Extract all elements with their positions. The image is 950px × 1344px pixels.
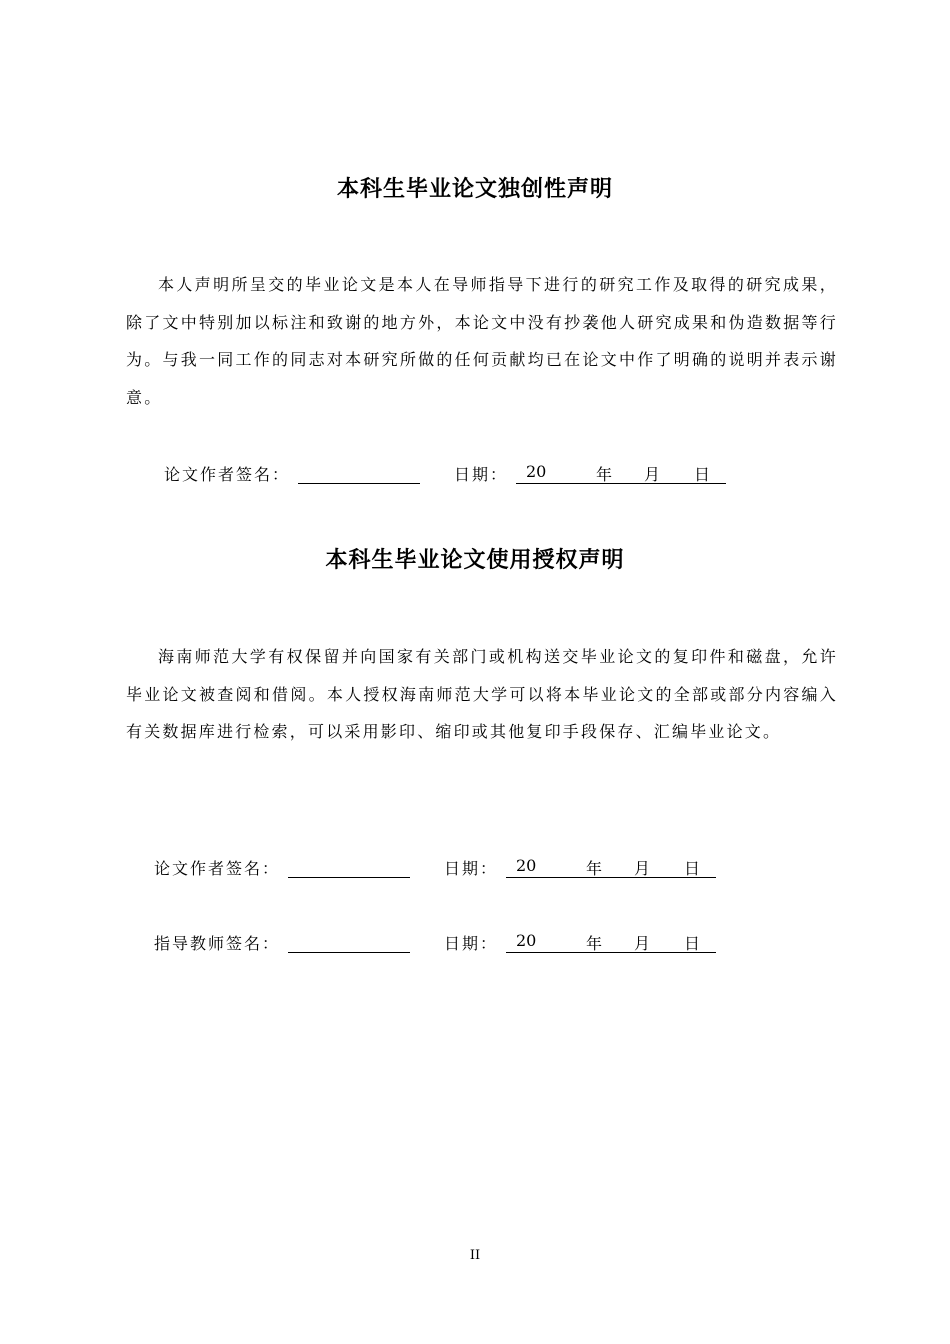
date-day-char: 日 bbox=[684, 859, 701, 878]
advisor-signature-label: 指导教师签名： bbox=[154, 934, 281, 953]
date-year-prefix: 20 bbox=[526, 462, 547, 481]
date-year-char: 年 bbox=[586, 934, 603, 953]
author-signature-line[interactable] bbox=[298, 483, 420, 484]
date-field[interactable] bbox=[516, 462, 726, 484]
authorization-advisor-signature-row bbox=[154, 931, 754, 957]
date-field[interactable] bbox=[506, 856, 716, 878]
date-month-char: 月 bbox=[634, 934, 651, 953]
date-year-char: 年 bbox=[586, 859, 603, 878]
date-year-prefix: 20 bbox=[516, 931, 537, 950]
date-year-char: 年 bbox=[596, 465, 613, 484]
originality-body: 本人声明所呈交的毕业论文是本人在导师指导下进行的研究工作及取得的研究成果，除了文中特别加以标注和致谢的地方外，本论文中没有抄袭他人研究成果和伪造数据等行为。与我一同工作的同志对本研究所做的任何贡献均已在论文中作了明确的说明并表示谢意。 bbox=[126, 275, 838, 407]
originality-title: 本科生毕业论文独创性声明 bbox=[336, 177, 613, 202]
date-month-char: 月 bbox=[634, 859, 651, 878]
date-day-char: 日 bbox=[684, 934, 701, 953]
date-label: 日期： bbox=[444, 859, 499, 878]
date-day-char: 日 bbox=[694, 465, 711, 484]
page-number: II bbox=[469, 1248, 481, 1263]
authorization-title: 本科生毕业论文使用授权声明 bbox=[325, 548, 625, 573]
date-field[interactable] bbox=[506, 931, 716, 953]
date-year-prefix: 20 bbox=[516, 856, 537, 875]
originality-signature-row bbox=[164, 462, 764, 488]
author-signature-label: 论文作者签名： bbox=[164, 465, 291, 484]
date-label: 日期： bbox=[454, 465, 509, 484]
author-signature-label: 论文作者签名： bbox=[154, 859, 281, 878]
authorization-author-signature-row bbox=[154, 856, 754, 882]
authorization-body: 海南师范大学有权保留并向国家有关部门或机构送交毕业论文的复印件和磁盘，允许毕业论文被查阅和借阅。本人授权海南师范大学可以将本毕业论文的全部或部分内容编入有关数据库进行检索，可以采用影印、缩印或其他复印手段保存、汇编毕业论文。 bbox=[126, 647, 838, 741]
advisor-signature-line[interactable] bbox=[288, 952, 410, 953]
author-signature-line[interactable] bbox=[288, 877, 410, 878]
date-month-char: 月 bbox=[644, 465, 661, 484]
date-label: 日期： bbox=[444, 934, 499, 953]
